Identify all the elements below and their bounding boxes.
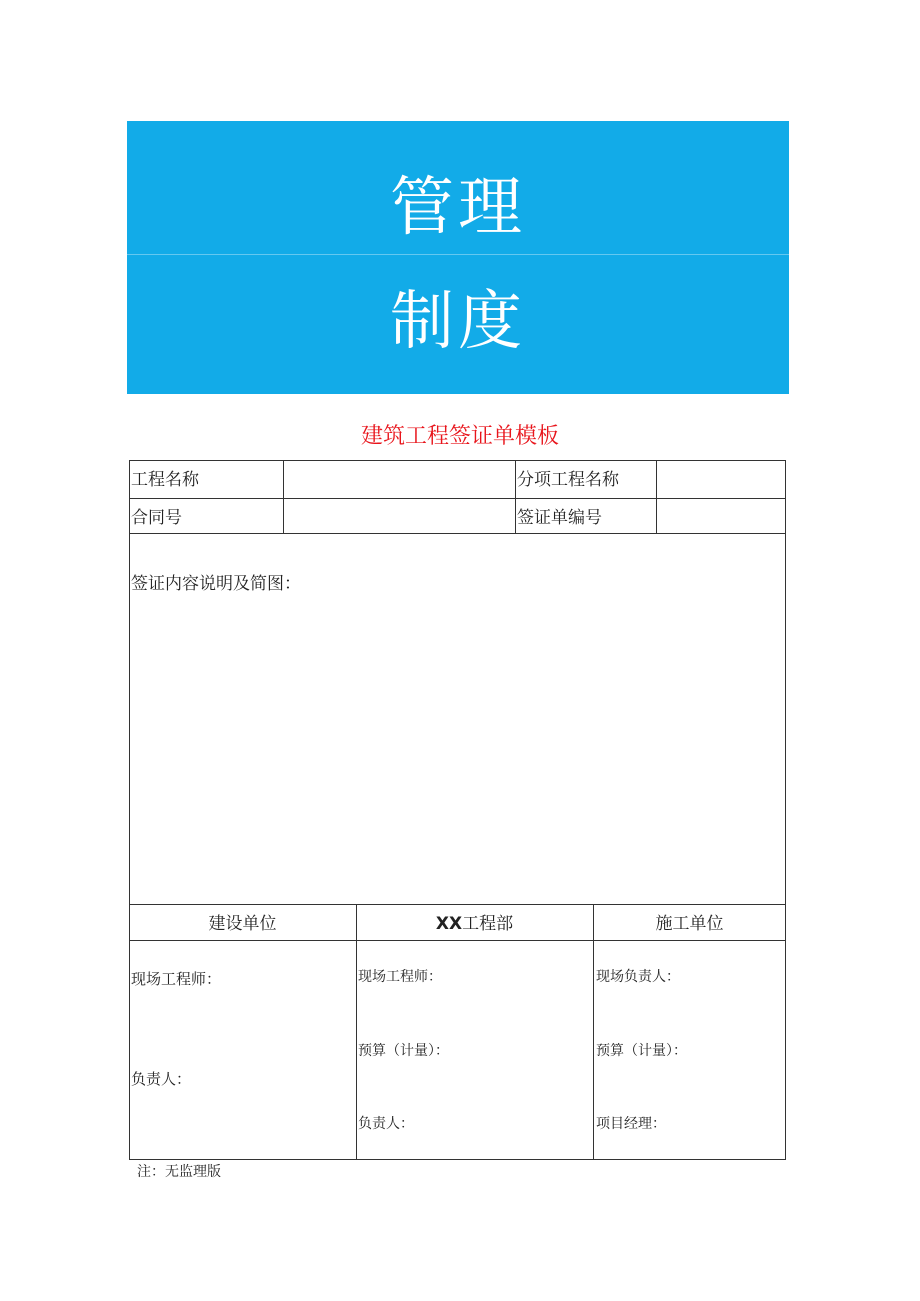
footnote: 注：无监理版	[137, 1164, 221, 1180]
contractor-budget-label: 预算（计量）：	[596, 1043, 687, 1059]
row-divider	[129, 498, 786, 499]
column-divider	[356, 904, 357, 1160]
dept-site-engineer-label: 现场工程师：	[358, 969, 442, 985]
owner-site-engineer-label: 现场工程师：	[131, 970, 222, 988]
project-name-label: 工程名称	[131, 470, 199, 490]
contractor-column-header: 施工单位	[655, 914, 724, 934]
column-divider	[656, 460, 657, 534]
row-divider	[129, 904, 786, 905]
banner-divider	[127, 254, 789, 255]
visa-no-label: 签证单编号	[517, 508, 602, 528]
owner-column-header: 建设单位	[208, 914, 277, 934]
dept-budget-label: 预算（计量）：	[358, 1043, 449, 1059]
row-divider	[129, 533, 786, 534]
dept-header-prefix: XX	[435, 914, 463, 934]
dept-header-suffix: 工程部	[462, 914, 514, 934]
dept-column-header	[356, 913, 593, 935]
dept-person-in-charge-label: 负责人：	[358, 1116, 414, 1132]
form-title: 建筑工程签证单模板	[360, 424, 559, 449]
content-description-label: 签证内容说明及简图：	[131, 574, 301, 594]
owner-person-in-charge-label: 负责人：	[131, 1070, 192, 1088]
cover-title-line2: 制度	[390, 285, 526, 359]
column-divider	[283, 460, 284, 534]
contractor-project-manager-label: 项目经理：	[596, 1116, 666, 1132]
contractor-site-person-label: 现场负责人：	[596, 969, 680, 985]
visa-form-table	[129, 460, 786, 1160]
contract-no-label: 合同号	[131, 508, 182, 528]
column-divider	[593, 904, 594, 1160]
column-divider	[515, 460, 516, 534]
cover-title-line1: 管理	[390, 171, 526, 245]
row-divider	[129, 940, 786, 941]
sub-project-name-label: 分项工程名称	[517, 470, 619, 490]
